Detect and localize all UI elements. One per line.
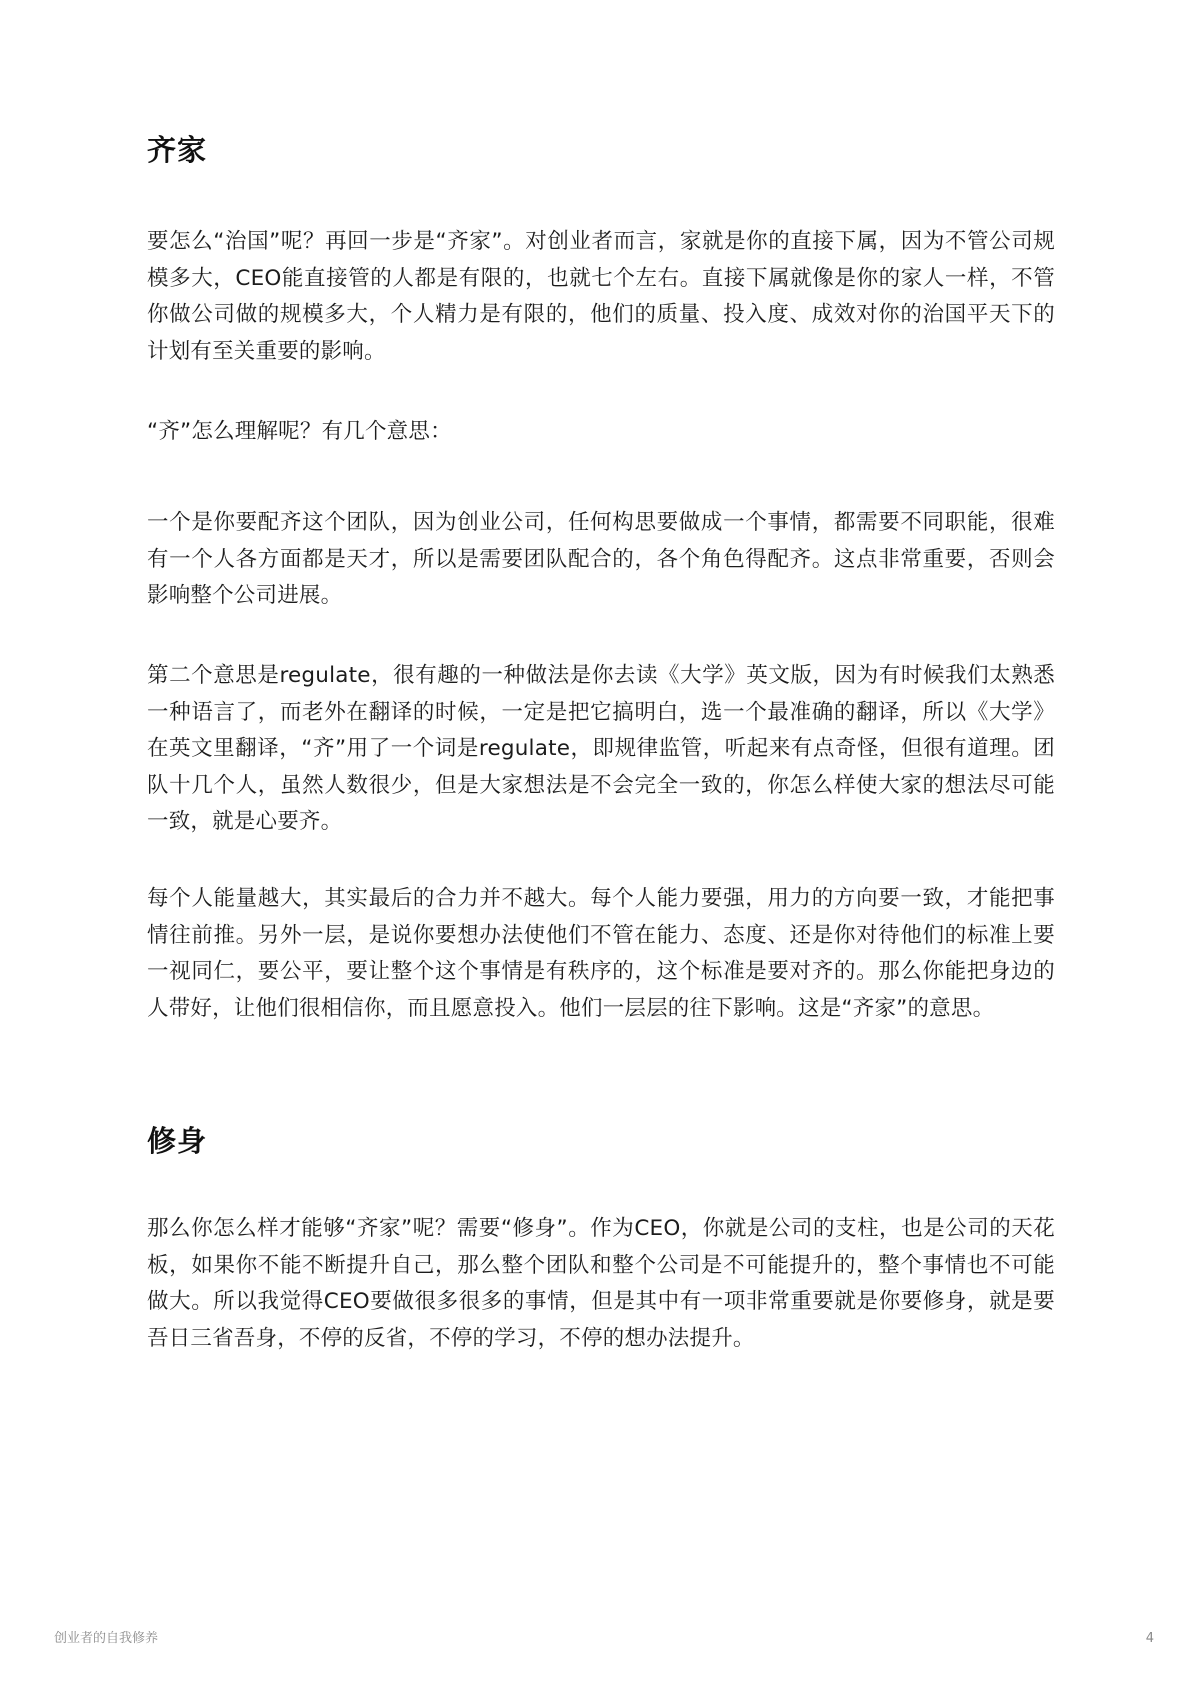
section-heading-qijia: 齐家 <box>147 133 208 167</box>
paragraph-xiushen: 那么你怎么样才能够“齐家”呢？需要“修身”。作为CEO，你就是公司的支柱，也是公司的天花板，如果你不能不断提升自己，那么整个团队和整个公司是不可能提升的，整个事情也不可能做大。所以我觉得CEO要做很多很多的事情，但是其中有一项非常重要就是你要修身，就是要吾日三省吾身，不停的反省，不停的学习，不停的想办法提升。 <box>147 1216 1055 1351</box>
paragraph-qijia-intro: 要怎么“治国”呢？再回一步是“齐家”。对创业者而言，家就是你的直接下属，因为不管公司规模多大，CEO能直接管的人都是有限的，也就七个左右。直接下属就像是你的家人一样，不管你做公司做的规模多大，个人精力是有限的，他们的质量、投入度、成效对你的治国平天下的计划有至关重要的影响。 <box>147 229 1055 364</box>
paragraph-regulate: 第二个意思是regulate，很有趣的一种做法是你去读《大学》英文版，因为有时候我们太熟悉一种语言了，而老外在翻译的时候，一定是把它搞明白，选一个最准确的翻译，所以《大学》在英文里翻译，“齐”用了一个词是regulate，即规律监管，听起来有点奇怪，但很有道理。团队十几个人，虽然人数很少，但是大家想法是不会完全一致的，你怎么样使大家的想法尽可能一致，就是心要齐。 <box>147 663 1055 834</box>
paragraph-qi-meaning: “齐”怎么理解呢？有几个意思： <box>147 419 452 444</box>
paragraph-team-complete: 一个是你要配齐这个团队，因为创业公司，任何构思要做成一个事情，都需要不同职能，很难有一个人各方面都是天才，所以是需要团队配合的，各个角色得配齐。这点非常重要，否则会影响整个公司进展。 <box>147 510 1055 608</box>
section-heading-xiushen: 修身 <box>147 1124 208 1158</box>
paragraph-alignment: 每个人能量越大，其实最后的合力并不越大。每个人能力要强，用力的方向要一致，才能把事情往前推。另外一层，是说你要想办法使他们不管在能力、态度、还是你对待他们的标准上要一视同仁，要公平，要让整个这个事情是有秩序的，这个标准是要对齐的。那么你能把身边的人带好，让他们很相信你，而且愿意投入。他们一层层的往下影响。这是“齐家”的意思。 <box>147 886 1055 1021</box>
footer-document-title: 创业者的自我修养 <box>54 1631 159 1646</box>
footer-page-number: 4 <box>1145 1631 1154 1646</box>
